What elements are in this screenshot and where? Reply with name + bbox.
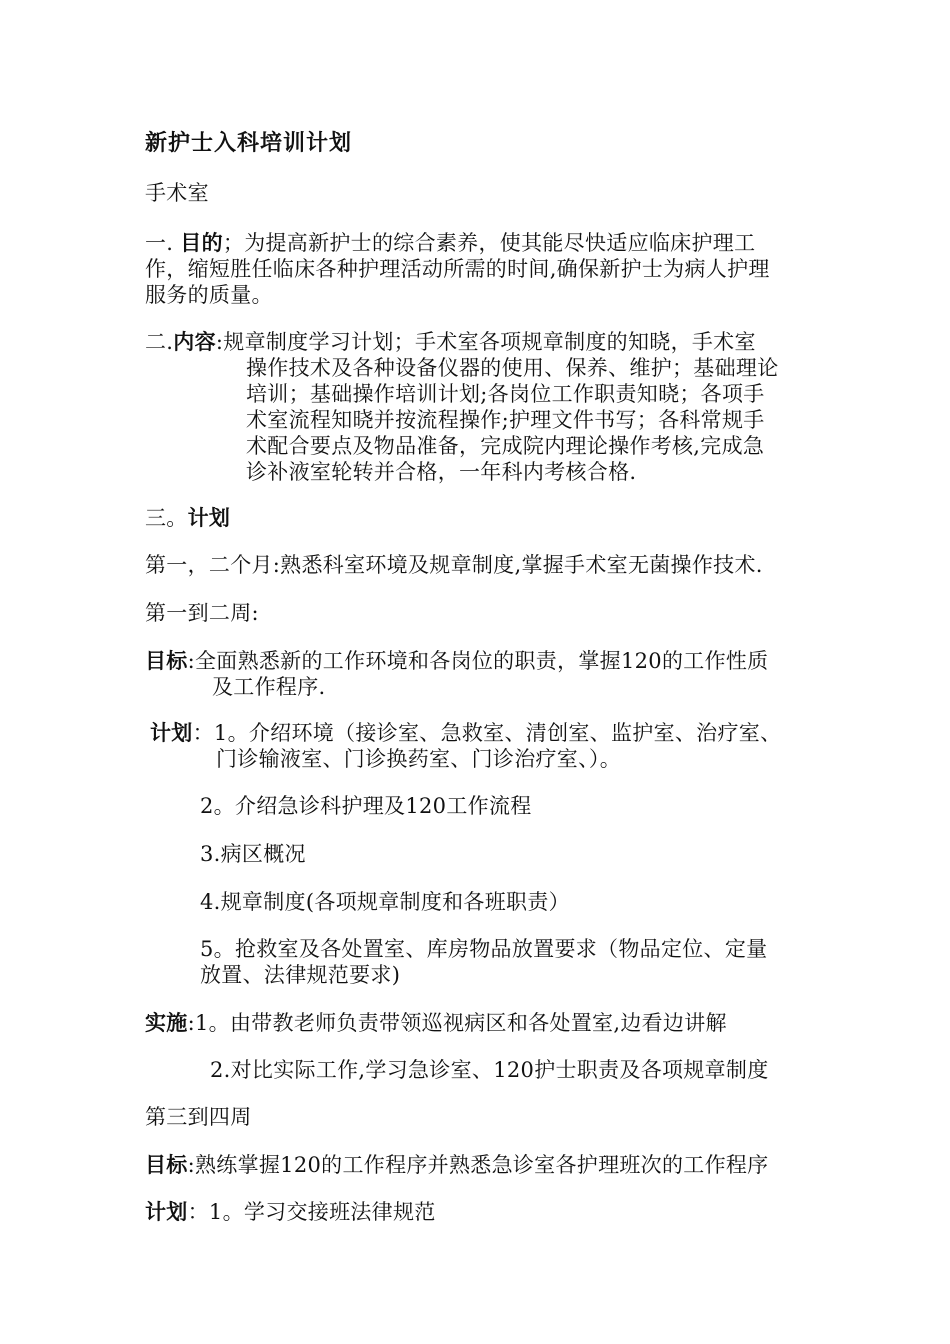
purpose-text-3: 服务的质量。 <box>145 283 273 307</box>
weeks12-plan-label: 计划 <box>150 721 193 745</box>
content-text-3: 培训；基础操作培训计划;各岗位工作职责知晓；各项手 <box>246 382 765 406</box>
content-line-1 <box>145 329 756 355</box>
weeks12-impl-line-1 <box>145 1010 727 1036</box>
weeks34-goal-text: :熟练掌握120的工作程序并熟悉急诊室各护理班次的工作程序 <box>187 1153 769 1177</box>
weeks12-impl-item-1: :1。由带教老师负责带领巡视病区和各处置室,边看边讲解 <box>187 1011 727 1035</box>
weeks12-impl-item-2: 2.对比实际工作,学习急诊室、120护士职责及各项规章制度 <box>210 1058 769 1082</box>
weeks12-plan-item-1a: ：1。介绍环境（接诊室、急救室、清创室、监护室、治疗室、 <box>192 721 782 745</box>
content-text-1: 规章制度学习计划；手术室各项规章制度的知晓，手术室 <box>223 330 756 354</box>
content-text-2: 操作技术及各种设备仪器的使用、保养、维护；基础理论 <box>246 356 779 380</box>
weeks12-heading: 第一到二周: <box>145 601 259 625</box>
weeks12-plan-item-1b: 门诊输液室、门诊换药室、门诊治疗室、）。 <box>216 747 621 771</box>
purpose-text-2: 作，缩短胜任临床各种护理活动所需的时间,确保新护士为病人护理 <box>145 257 770 281</box>
plan-label: 计划 <box>187 506 231 530</box>
weeks12-plan-item-5b: 放置、法律规范要求) <box>200 963 401 987</box>
plan-number: 三。 <box>145 506 188 530</box>
weeks12-plan-item-2: 2。介绍急诊科护理及120工作流程 <box>200 794 532 818</box>
plan-heading <box>145 505 230 531</box>
weeks12-goal-text-1: :全面熟悉新的工作环境和各岗位的职责，掌握120的工作性质 <box>187 649 769 673</box>
weeks12-goal-line-1 <box>145 648 768 674</box>
purpose-text-1: 为提高新护士的综合素养，使其能尽快适应临床护理工 <box>244 231 756 255</box>
content-number: 二. <box>145 330 174 354</box>
weeks12-impl-label: 实施 <box>145 1011 188 1035</box>
purpose-separator: ； <box>222 231 245 255</box>
phase1-text: 第一，二个月:熟悉科室环境及规章制度,掌握手术室无菌操作技术. <box>145 553 763 577</box>
weeks34-plan-text: ：1。学习交接班法律规范 <box>187 1200 436 1224</box>
weeks12-plan-item-3: 3.病区概况 <box>200 842 306 866</box>
content-text-4: 术室流程知晓并按流程操作;护理文件书写；各科常规手 <box>246 408 765 432</box>
purpose-number: 一. <box>145 231 174 255</box>
weeks34-goal-label: 目标 <box>145 1153 188 1177</box>
document-title: 新护士入科培训计划 <box>145 131 353 156</box>
content-text-6: 诊补液室轮转并合格，一年科内考核合格. <box>246 460 637 484</box>
weeks34-plan-label: 计划 <box>145 1200 188 1224</box>
weeks34-heading: 第三到四周 <box>145 1105 252 1129</box>
weeks12-goal-label: 目标 <box>145 649 188 673</box>
weeks12-plan-item-5a: 5。抢救室及各处置室、库房物品放置要求（物品定位、定量 <box>200 937 768 961</box>
weeks12-goal-text-2: 及工作程序. <box>212 675 326 699</box>
content-separator: : <box>215 330 224 354</box>
department-label: 手术室 <box>145 181 209 205</box>
content-label: 内容 <box>173 330 216 354</box>
purpose-line-1 <box>145 230 755 256</box>
weeks34-goal-line <box>145 1152 768 1178</box>
weeks34-plan-line <box>145 1199 436 1225</box>
weeks12-plan-line-1 <box>150 720 781 746</box>
purpose-label: 目的 <box>180 231 223 255</box>
weeks12-plan-item-4: 4.规章制度(各项规章制度和各班职责） <box>200 890 570 914</box>
content-text-5: 术配合要点及物品准备，完成院内理论操作考核,完成急 <box>246 434 765 458</box>
